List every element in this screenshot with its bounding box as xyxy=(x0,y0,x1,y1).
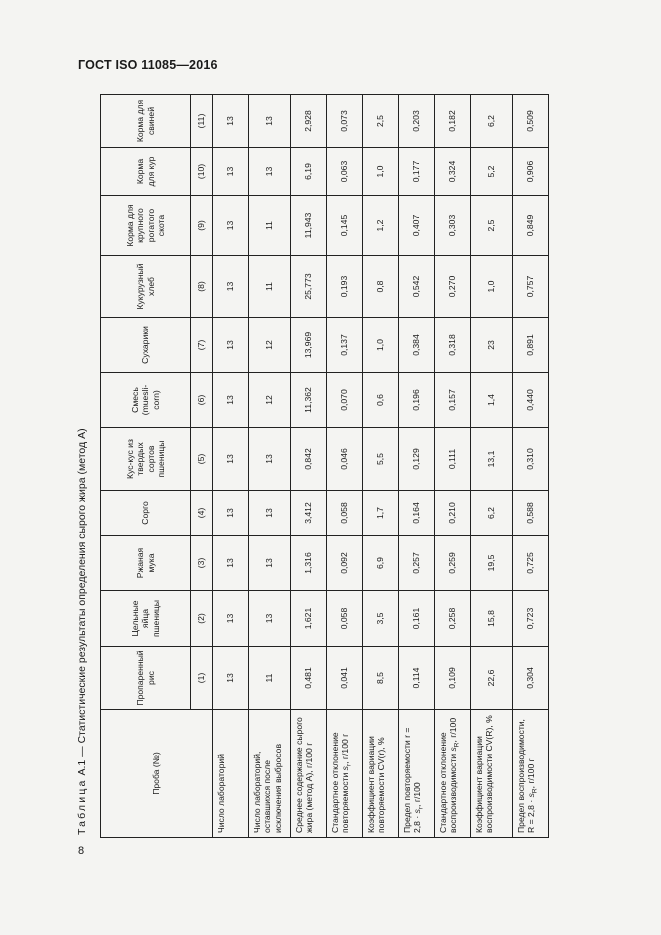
table-cell: 13 xyxy=(213,196,249,256)
table-cell: 0,182 xyxy=(435,95,471,148)
row-label: Число лабораторий xyxy=(213,710,249,838)
table-cell: 0,193 xyxy=(327,256,363,318)
table-cell: 13 xyxy=(213,318,249,373)
table-cell: 12 xyxy=(249,373,291,428)
col-number: (4) xyxy=(191,491,213,536)
table-cell: 22,6 xyxy=(471,647,513,710)
rotated-table-container xyxy=(100,95,540,838)
table-cell: 13,969 xyxy=(291,318,327,373)
table-cell: 11,362 xyxy=(291,373,327,428)
table-cell: 8,5 xyxy=(363,647,399,710)
col-header: Ржаная мука xyxy=(101,536,191,591)
table-cell: 1,2 xyxy=(363,196,399,256)
table-body xyxy=(213,95,549,838)
table-cell: 0,304 xyxy=(513,647,549,710)
table-cell: 3,5 xyxy=(363,591,399,647)
table-cell: 13 xyxy=(213,148,249,196)
table-cell: 6,2 xyxy=(471,491,513,536)
table-cell: 0,203 xyxy=(399,95,435,148)
table-cell: 13 xyxy=(213,647,249,710)
col-header: Сухарики xyxy=(101,318,191,373)
table-cell: 0,318 xyxy=(435,318,471,373)
table-cell: 0,258 xyxy=(435,591,471,647)
col-header: Пропаренный рис xyxy=(101,647,191,710)
table-cell: 13 xyxy=(249,148,291,196)
table-row xyxy=(363,95,399,838)
table-cell: 1,0 xyxy=(471,256,513,318)
table-cell: 13 xyxy=(213,591,249,647)
table-cell: 13 xyxy=(213,95,249,148)
table-cell: 0,303 xyxy=(435,196,471,256)
row-label: Стандартное отклонение воспроизводимости $s_R$, г/100 xyxy=(435,710,471,838)
table-cell: 0,440 xyxy=(513,373,549,428)
table-cell: 11 xyxy=(249,256,291,318)
table-cell: 13 xyxy=(213,491,249,536)
col-number: (2) xyxy=(191,591,213,647)
table-cell: 0,145 xyxy=(327,196,363,256)
col-header: Корма для свиней xyxy=(101,95,191,148)
caption-number: А.1 xyxy=(76,759,88,776)
table-row xyxy=(291,95,327,838)
caption-text: — Статистические результаты определения сырого жира (метод А) xyxy=(76,428,88,760)
col-header: Сорго xyxy=(101,491,191,536)
table-cell: 19,5 xyxy=(471,536,513,591)
table-cell: 0,041 xyxy=(327,647,363,710)
table-cell: 11,943 xyxy=(291,196,327,256)
col-header: Смесь (muesli-corn) xyxy=(101,373,191,428)
table-cell: 1,7 xyxy=(363,491,399,536)
table-row xyxy=(399,95,435,838)
header-row xyxy=(101,95,191,838)
table-row xyxy=(213,95,249,838)
table-cell: 0,757 xyxy=(513,256,549,318)
table-cell: 0,891 xyxy=(513,318,549,373)
table-cell: 23 xyxy=(471,318,513,373)
table-cell: 1,0 xyxy=(363,318,399,373)
table-cell: 0,324 xyxy=(435,148,471,196)
table-cell: 13 xyxy=(249,536,291,591)
col-number: (8) xyxy=(191,256,213,318)
table-cell: 12 xyxy=(249,318,291,373)
table-cell: 0,8 xyxy=(363,256,399,318)
table-cell: 15,8 xyxy=(471,591,513,647)
table-cell: 0,588 xyxy=(513,491,549,536)
table-cell: 0,196 xyxy=(399,373,435,428)
col-number: (1) xyxy=(191,647,213,710)
table-cell: 6,19 xyxy=(291,148,327,196)
table-cell: 5,5 xyxy=(363,428,399,491)
table-row xyxy=(513,95,549,838)
table-cell: 0,270 xyxy=(435,256,471,318)
col-number: (9) xyxy=(191,196,213,256)
page-number: 8 xyxy=(78,845,85,857)
col-number: (7) xyxy=(191,318,213,373)
table-cell: 11 xyxy=(249,647,291,710)
col-header: Кус-кус из твердых сортов пшеницы xyxy=(101,428,191,491)
table-cell: 5,2 xyxy=(471,148,513,196)
table-cell: 6,2 xyxy=(471,95,513,148)
table-cell: 13 xyxy=(249,591,291,647)
row-label: Среднее содержание сырого жира (метод А), г/100 г xyxy=(291,710,327,838)
table-row xyxy=(249,95,291,838)
table-row xyxy=(471,95,513,838)
table-cell: 0,058 xyxy=(327,591,363,647)
table-cell: 3,412 xyxy=(291,491,327,536)
table-cell: 0,723 xyxy=(513,591,549,647)
table-cell: 1,4 xyxy=(471,373,513,428)
col-header: Цельные яйца пшеницы xyxy=(101,591,191,647)
table-cell: 13 xyxy=(249,95,291,148)
table-cell: 13,1 xyxy=(471,428,513,491)
table-cell: 2,5 xyxy=(363,95,399,148)
table-cell: 0,114 xyxy=(399,647,435,710)
table-cell: 2,928 xyxy=(291,95,327,148)
col-number: (6) xyxy=(191,373,213,428)
table-row xyxy=(327,95,363,838)
row-label: Предел повторяемости $r = 2,8 \cdot s_r$, г/100 xyxy=(399,710,435,838)
table-cell: 0,161 xyxy=(399,591,435,647)
table-cell: 0,842 xyxy=(291,428,327,491)
table-cell: 1,0 xyxy=(363,148,399,196)
table-cell: 13 xyxy=(213,428,249,491)
table-cell: 2,5 xyxy=(471,196,513,256)
table-cell: 1,621 xyxy=(291,591,327,647)
table-cell: 13 xyxy=(213,536,249,591)
table-cell: 0,164 xyxy=(399,491,435,536)
table-cell: 0,725 xyxy=(513,536,549,591)
table-cell: 0,157 xyxy=(435,373,471,428)
table-cell: 0,257 xyxy=(399,536,435,591)
col-header: Корма для кур xyxy=(101,148,191,196)
document-header: ГОСТ ISO 11085—2016 xyxy=(78,58,218,72)
table-cell: 0,310 xyxy=(513,428,549,491)
caption-label: Таблица xyxy=(76,778,88,835)
table-cell: 13 xyxy=(249,428,291,491)
table-cell: 0,407 xyxy=(399,196,435,256)
col-header: Кукурузный хлеб xyxy=(101,256,191,318)
results-table xyxy=(100,94,549,838)
table-cell: 13 xyxy=(249,491,291,536)
table-cell: 0,137 xyxy=(327,318,363,373)
table-cell: 13 xyxy=(213,256,249,318)
row-label: Коэффициент вариации воспроизводимости CV(R), % xyxy=(471,710,513,838)
table-cell: 11 xyxy=(249,196,291,256)
table-cell: 0,849 xyxy=(513,196,549,256)
row-label: Предел воспроизводимости, $R = 2,8 \cdot s_R$, г/100 г xyxy=(513,710,549,838)
table-cell: 13 xyxy=(213,373,249,428)
col-number: (10) xyxy=(191,148,213,196)
table-caption xyxy=(73,95,91,835)
col-number: (3) xyxy=(191,536,213,591)
table-cell: 1,316 xyxy=(291,536,327,591)
table-cell: 0,063 xyxy=(327,148,363,196)
table-cell: 0,058 xyxy=(327,491,363,536)
table-cell: 0,384 xyxy=(399,318,435,373)
table-cell: 0,259 xyxy=(435,536,471,591)
table-cell: 0,481 xyxy=(291,647,327,710)
table-cell: 0,046 xyxy=(327,428,363,491)
table-cell: 25,773 xyxy=(291,256,327,318)
table-cell: 0,111 xyxy=(435,428,471,491)
row-label: Число лабораторий, оставшихся после исключения выбросов xyxy=(249,710,291,838)
table-cell: 0,070 xyxy=(327,373,363,428)
table-cell: 0,092 xyxy=(327,536,363,591)
table-row xyxy=(435,95,471,838)
table-caption-area xyxy=(73,95,91,835)
table-cell: 0,210 xyxy=(435,491,471,536)
col-number: (11) xyxy=(191,95,213,148)
sample-header: Проба (№) xyxy=(101,710,213,838)
table-cell: 0,509 xyxy=(513,95,549,148)
table-cell: 0,109 xyxy=(435,647,471,710)
table-cell: 0,073 xyxy=(327,95,363,148)
table-cell: 0,6 xyxy=(363,373,399,428)
table-cell: 0,129 xyxy=(399,428,435,491)
table-cell: 6,9 xyxy=(363,536,399,591)
row-label: Стандартное отклонение повторяемости $s_r$, г/100 г xyxy=(327,710,363,838)
table-cell: 0,542 xyxy=(399,256,435,318)
row-label: Коэффициент вариации повторяемости CV(r), % xyxy=(363,710,399,838)
col-header: Корма для крупного рогатого скота xyxy=(101,196,191,256)
table-cell: 0,177 xyxy=(399,148,435,196)
table-area xyxy=(100,95,540,838)
col-number: (5) xyxy=(191,428,213,491)
table-cell: 0,906 xyxy=(513,148,549,196)
